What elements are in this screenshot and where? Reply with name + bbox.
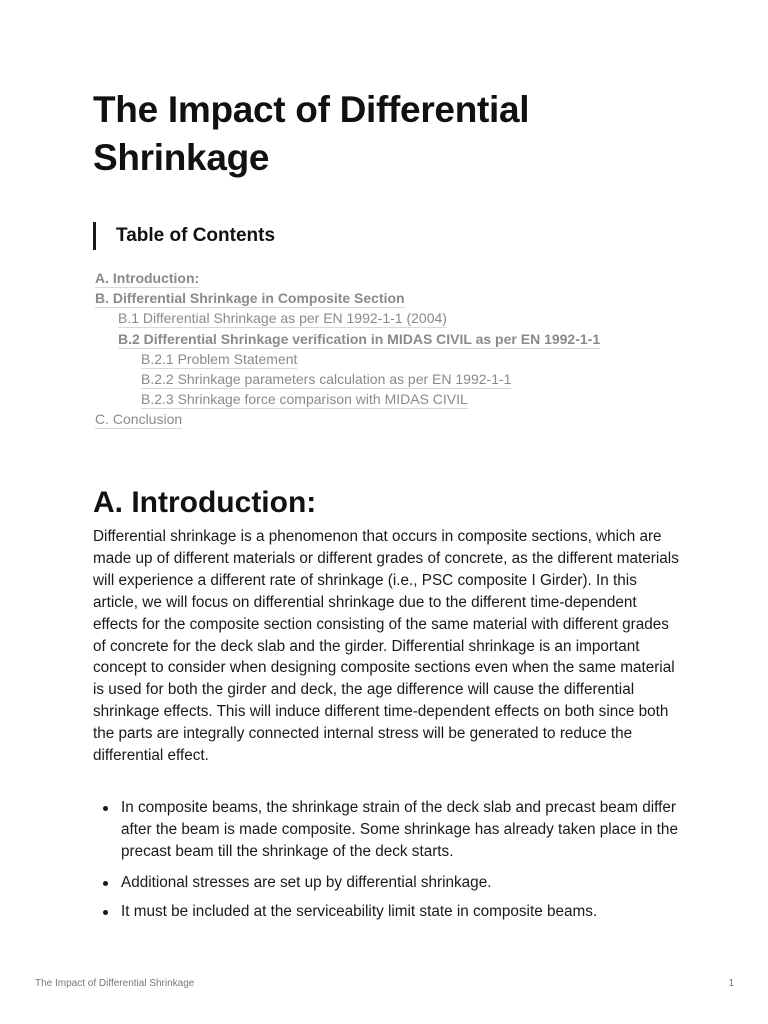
toc-item-b22[interactable] — [95, 369, 600, 389]
list-item: In composite beams, the shrinkage strain of the deck slab and precast beam differ after the beam is made composite. Some shrinkage has already taken place in the precast beam till the shrinkage of the deck starts. — [93, 797, 683, 863]
list-item: Additional stresses are set up by differential shrinkage. — [93, 872, 683, 894]
toc-link[interactable]: B.2.2 Shrinkage parameters calculation as per EN 1992-1-1 — [141, 370, 512, 387]
toc-item-b21[interactable] — [95, 349, 600, 369]
page-title: The Impact of Differential Shrinkage — [93, 89, 530, 179]
toc-item-b2[interactable] — [95, 329, 600, 349]
introduction-paragraph: Differential shrinkage is a phenomenon that occurs in composite sections, which are made up of different materials or different grades of concrete, as the different materials will experience a different rate of shrinkage (i.e., PSC composite I Girder). In this article, we will focus on differential shrinkage due to the different time-dependent effects for the composite section consisting of the same material with different grades of concrete for the deck slab and the girder. Differential shrinkage is an important concept to consider when designing composite sections even when the same material is used for both the girder and deck, the age difference will cause the differential shrinkage effects. This will induce different time-dependent effects on both since both the parts are integrally connected internal stress will be generated to reduce the differential effect. — [93, 528, 679, 765]
list-item: It must be included at the serviceability limit state in composite beams. — [93, 901, 683, 923]
toc-item-b1[interactable] — [95, 308, 600, 328]
toc-link[interactable]: B.2.3 Shrinkage force comparison with MIDAS CIVIL — [141, 391, 468, 408]
page-number: 1 — [728, 978, 734, 989]
toc-heading: Table of Contents — [93, 222, 275, 250]
toc-item-b23[interactable] — [95, 389, 600, 409]
toc-item-introduction[interactable] — [95, 268, 600, 288]
toc-link[interactable]: A. Introduction: — [95, 270, 200, 286]
toc-link[interactable]: B.2 Differential Shrinkage verification in MIDAS CIVIL as per EN 1992-1-1 — [118, 330, 601, 347]
footer-title: The Impact of Differential Shrinkage — [35, 978, 195, 989]
section-heading-introduction: A. Introduction: — [93, 486, 317, 519]
toc-link[interactable]: B.2.1 Problem Statement — [141, 350, 298, 367]
toc-item-conclusion[interactable] — [95, 409, 600, 429]
toc-link[interactable]: C. Conclusion — [95, 411, 183, 428]
bullet-list — [93, 797, 683, 863]
toc-link[interactable]: B. Differential Shrinkage in Composite Section — [95, 290, 405, 307]
toc-link[interactable]: B.1 Differential Shrinkage as per EN 1992-1-1 (2004) — [118, 310, 447, 327]
table-of-contents — [95, 268, 600, 430]
bullet-list — [93, 872, 683, 894]
bullet-list — [93, 901, 683, 923]
toc-item-differential-shrinkage-composite[interactable] — [95, 288, 600, 308]
